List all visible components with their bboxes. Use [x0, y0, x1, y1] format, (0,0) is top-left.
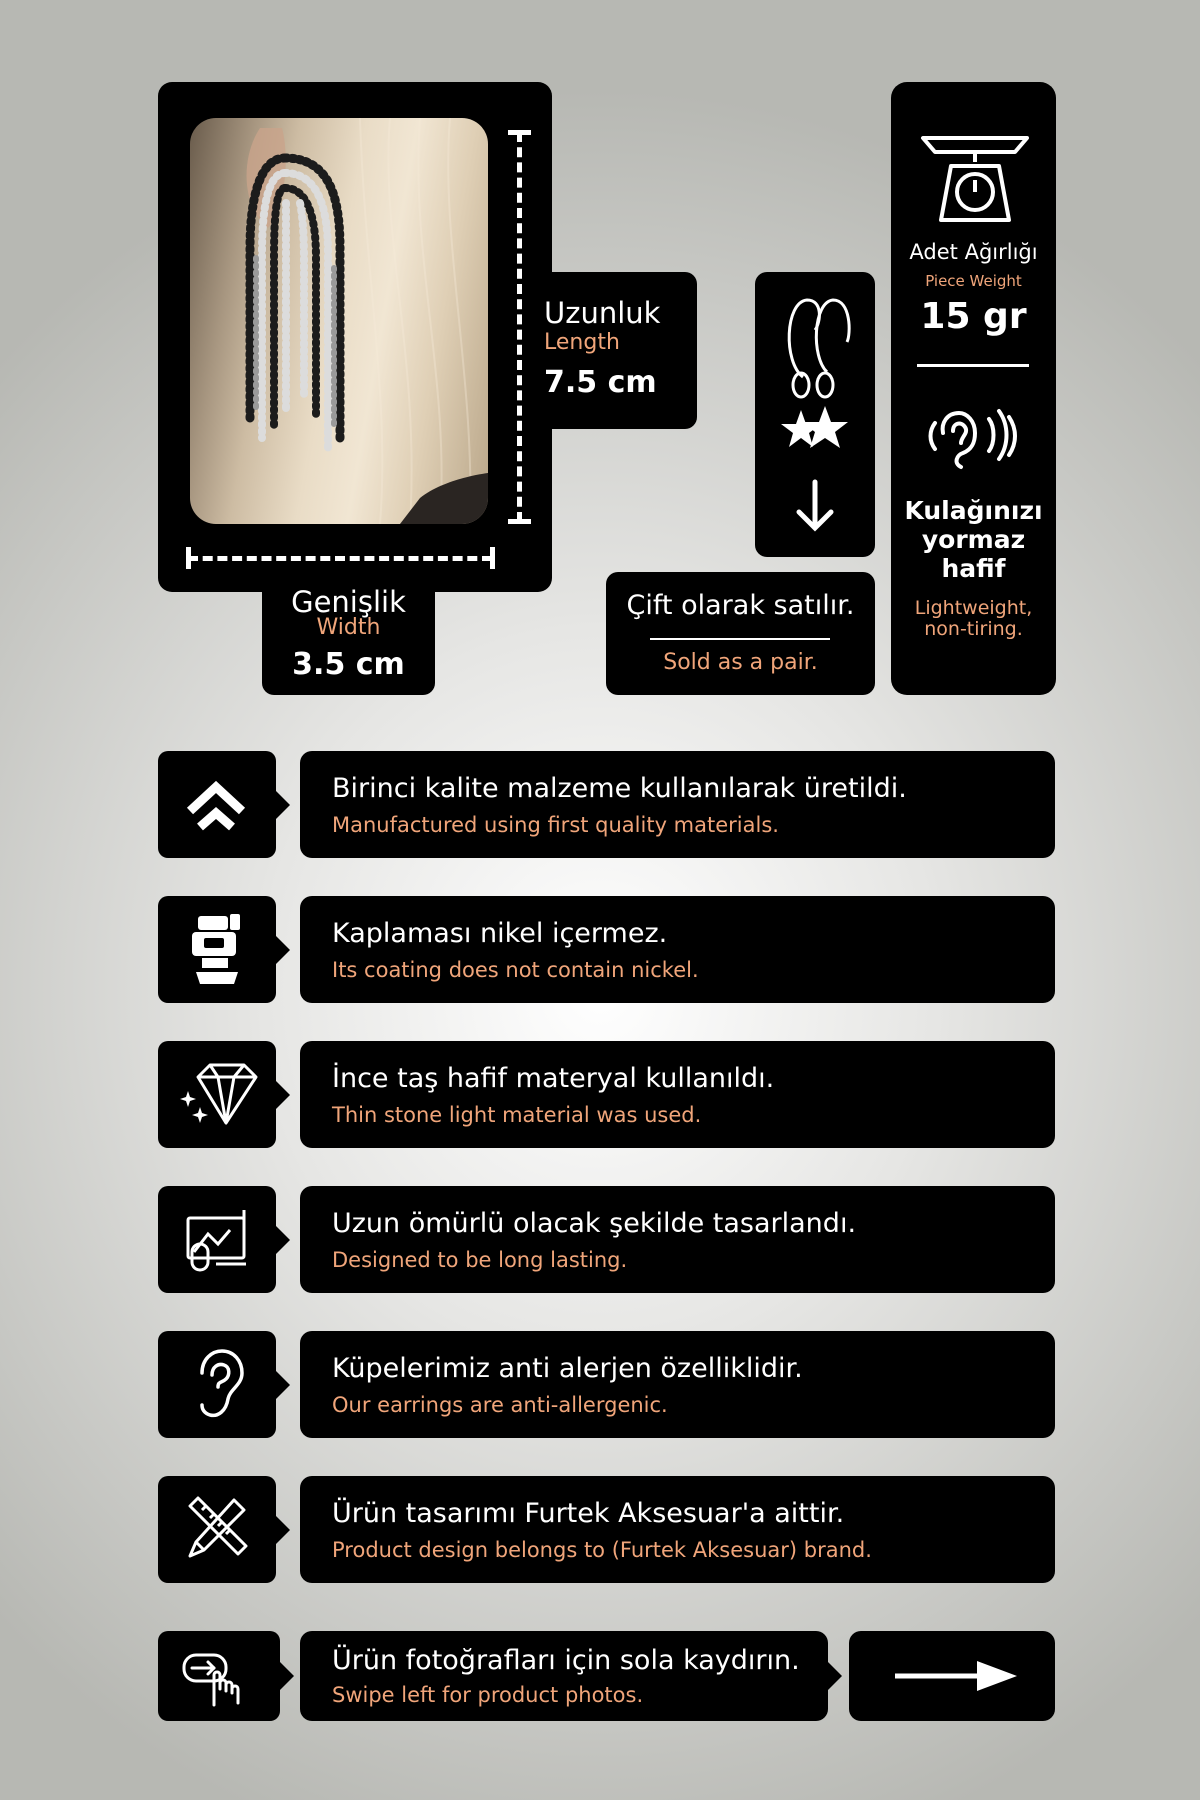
feature-row-nickel — [300, 896, 1055, 1003]
swipe-arrow-button[interactable] — [849, 1631, 1055, 1721]
feature-subtitle: Our earrings are anti-allergenic. — [332, 1393, 668, 1417]
diamond-icon — [158, 1041, 276, 1148]
comfort-title-line3: hafif — [941, 554, 1006, 583]
length-subtitle: Length — [544, 330, 620, 355]
pair-title: Çift olarak satılır. — [626, 590, 855, 621]
length-marker-bottom-cap — [508, 519, 531, 524]
quality-arrows-icon — [158, 751, 276, 858]
swipe-box-pointer — [828, 1662, 842, 1690]
feature-subtitle: Its coating does not contain nickel. — [332, 958, 699, 982]
length-title: Uzunluk — [544, 296, 661, 330]
product-photo-panel — [158, 82, 552, 592]
ruler-pencil-icon-box — [158, 1476, 276, 1583]
right-arrow-icon — [849, 1631, 1055, 1721]
width-subtitle: Width — [316, 615, 381, 640]
coating-machine-icon — [158, 896, 276, 1003]
comfort-subtitle — [891, 598, 1056, 640]
comfort-subtitle-line2: non-tiring. — [924, 618, 1023, 640]
feature-title: Birinci kalite malzeme kullanılarak üretildi. — [332, 773, 907, 804]
weight-comfort-column — [891, 82, 1056, 695]
feature-subtitle: Manufactured using first quality materials. — [332, 813, 779, 837]
pair-subtitle: Sold as a pair. — [663, 650, 818, 675]
ear-icon-box — [158, 1331, 276, 1438]
ruler-pencil-icon — [158, 1476, 276, 1583]
width-marker-left-cap — [186, 547, 191, 569]
feature-row-stone — [300, 1041, 1055, 1148]
diamond-icon-box — [158, 1041, 276, 1148]
design-board-icon — [158, 1186, 276, 1293]
weight-value: 15 gr — [920, 296, 1027, 337]
feature-row-antiallergic — [300, 1331, 1055, 1438]
weight-title: Adet Ağırlığı — [909, 240, 1038, 264]
swipe-instruction-box — [300, 1631, 828, 1721]
length-value: 7.5 cm — [544, 365, 657, 400]
pair-divider — [650, 638, 830, 640]
feature-subtitle: Designed to be long lasting. — [332, 1248, 628, 1272]
feature-row-quality — [300, 751, 1055, 858]
feature-title: Kaplaması nikel içermez. — [332, 918, 668, 949]
swipe-subtitle: Swipe left for product photos. — [332, 1683, 644, 1707]
feature-title: Uzun ömürlü olacak şekilde tasarlandı. — [332, 1208, 857, 1239]
scale-icon — [919, 134, 1031, 224]
weight-subtitle: Piece Weight — [925, 272, 1022, 290]
swipe-hand-icon — [158, 1631, 280, 1721]
comfort-title-line1: Kulağınızı — [904, 496, 1043, 525]
length-marker — [517, 132, 522, 522]
width-marker-right-cap — [490, 547, 495, 569]
swipe-title: Ürün fotoğrafları için sola kaydırın. — [332, 1645, 800, 1676]
star-earrings-icon — [755, 272, 875, 557]
width-title: Genişlik — [291, 585, 406, 619]
width-value: 3.5 cm — [292, 647, 405, 682]
earring-product-box — [755, 272, 875, 557]
ear-icon — [158, 1331, 276, 1438]
length-label — [540, 272, 697, 429]
comfort-title-line2: yormaz — [921, 525, 1026, 554]
width-marker — [188, 556, 492, 561]
feature-row-durability — [300, 1186, 1055, 1293]
coating-machine-icon-box — [158, 896, 276, 1003]
quality-arrows-icon-box — [158, 751, 276, 858]
feature-subtitle: Product design belongs to (Furtek Aksesuar) brand. — [332, 1538, 872, 1562]
sold-as-pair-box — [606, 572, 875, 695]
feature-title: İnce taş hafif materyal kullanıldı. — [332, 1063, 775, 1094]
swipe-hand-icon-box — [158, 1631, 280, 1721]
width-label — [262, 585, 435, 695]
weight-divider — [917, 364, 1029, 367]
length-marker-top-cap — [508, 130, 531, 135]
design-board-icon-box — [158, 1186, 276, 1293]
comfort-subtitle-line1: Lightweight, — [914, 597, 1033, 619]
feature-title: Ürün tasarımı Furtek Aksesuar'a aittir. — [332, 1498, 845, 1529]
earring-model-photo — [190, 118, 488, 524]
feature-subtitle: Thin stone light material was used. — [332, 1103, 702, 1127]
feature-row-brand — [300, 1476, 1055, 1583]
comfort-title — [891, 496, 1056, 583]
ear-sound-icon — [923, 397, 1023, 477]
feature-title: Küpelerimiz anti alerjen özelliklidir. — [332, 1353, 803, 1384]
